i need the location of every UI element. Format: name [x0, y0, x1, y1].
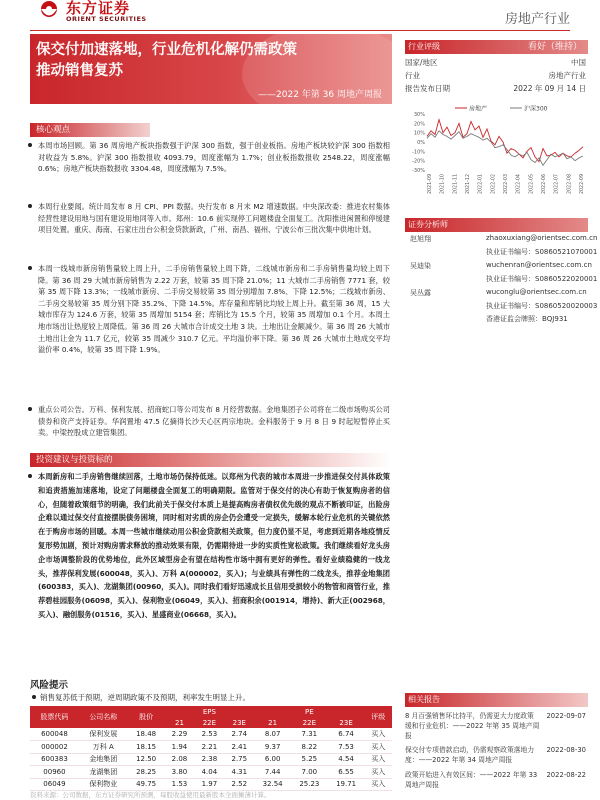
x-tick-label: 2022-02 — [491, 174, 497, 195]
col-eps-22e: 22E — [194, 717, 224, 728]
rating-value: 看好（维持） — [527, 42, 582, 52]
table-cell: 8.22 — [291, 741, 328, 754]
legend-label: 房地产 — [469, 105, 488, 113]
related-report-link[interactable] — [405, 745, 586, 765]
core-point-text: 本周市场回顾。第 36 周房地产板块指数强于沪深 300 指数，强于创业板指。房地产板块较沪深 300 指数相对收益为 5.8%。沪深 300 指数报收 4093.79，周度涨幅为 1.7%；创业板指数报收 2548.22，周度涨幅 0.6%；房地产板块指数报收 3304.48，周度涨幅为 7.5%。 — [38, 141, 390, 174]
analyst-email[interactable]: wuconglu@orientsec.com.cn — [486, 288, 587, 296]
table-cell: 000002 — [30, 741, 79, 754]
investment-advice-text: 本周新房和二手房销售继续回落，土地市场仍保持低迷。以郑州为代表的城市本周进一步推进保交付具体政策和追责措施加速落地，设定了问题楼盘全面复工的明确期限。监管对于保交付的决心有助于恢复购房者的信心，但随着政策细节的明确，我们此前关于保交付本质上是提高购房者债权优先级的观点不断被印证，出险房企难以通过保交付直接摆脱债务困境，同时相对劣质的房企仍会遭受一定损失，缓解本轮行业危机的关键依然在于购房市场的回暖。本周一些城市继续动用公积金贷款相关政策，但力度仍显不足，考虑到近期各地疫情反复形势加剧，预计对购房需求释放的推动效果有限，仍需期待进一步的实质性宽松政策。我们继续看好龙头房企市场调整阶段的优势地位，此外区域型房企有望在结构性市场中拥有更好的弹性。看好业绩稳健的一线龙头，推荐保利发展(600048，买入)、万科 A(000002，买入)；与业绩具有弹性的二线龙头，推荐金地集团(600383，买入)、龙湖集团(00960，买入)。同时我们看好迅速成长且信用受损较小的物管和商管行业，推荐碧桂园服务(06098，买入)、保利物业(06049，买入)、招商积余(001914，增持)、新大正(002968，买入)、融创服务(01516，买入)、星盛商业(06668，买入)。 — [38, 472, 390, 619]
company-logo — [36, 0, 166, 26]
analyst-cert: 执业证书编号：S0860521070001 — [486, 248, 598, 256]
table-cell: 6.55 — [328, 766, 365, 779]
performance-chart — [405, 104, 588, 209]
table-cell: 7.53 — [328, 741, 365, 754]
table-cell: 32.54 — [254, 778, 291, 791]
info-row — [405, 57, 586, 69]
table-cell: 6.00 — [254, 753, 291, 766]
table-cell: 保利物业 — [79, 778, 128, 791]
table-row — [30, 753, 392, 766]
analyst-name: 吴丛露 — [410, 289, 431, 297]
x-tick-label: 2021-11 — [453, 174, 459, 195]
orient-logo-icon — [36, 0, 62, 22]
table-row — [30, 741, 392, 754]
table-source-note: 资料来源：公司数据，东方证券研究所预测，每股收益使用最新股本全面摊薄计算。 — [30, 791, 271, 799]
risk-title: 风险提示 — [30, 680, 69, 691]
table-cell: 3.80 — [164, 766, 194, 779]
analyst-cert: 执业证书编号：S0860522020001 — [486, 275, 598, 283]
info-row — [405, 70, 586, 82]
table-cell: 18.15 — [128, 741, 165, 754]
page-header — [0, 0, 600, 30]
table-cell: 2.53 — [194, 728, 224, 741]
table-cell: 8.07 — [254, 728, 291, 741]
analyst-email[interactable]: zhaoxuxiang@orientsec.com.cn — [486, 234, 598, 242]
risk-item — [40, 692, 250, 703]
table-cell: 600048 — [30, 728, 79, 741]
info-key: 报告发布日期 — [405, 84, 450, 93]
table-cell: 2.52 — [224, 778, 254, 791]
table-cell: 28.25 — [128, 766, 165, 779]
col-code: 股票代码 — [30, 706, 79, 728]
analyst-license: 香港证监会牌照：BQJ931 — [486, 315, 568, 323]
table-cell: 4.04 — [194, 766, 224, 779]
table-cell: 1.94 — [164, 741, 194, 754]
table-cell: 49.75 — [128, 778, 165, 791]
core-point-industry-news — [38, 201, 390, 259]
col-group-eps: EPS — [164, 706, 254, 717]
core-views-title: 核心观点 — [30, 123, 150, 137]
table-cell: 7.44 — [254, 766, 291, 779]
table-cell: 2.21 — [194, 741, 224, 754]
industry-label: 房地产行业 — [504, 12, 570, 27]
analyst-name: 吴迪染 — [410, 262, 431, 270]
related-report-date: 2022-08-22 — [546, 771, 586, 779]
related-report-date: 2022-09-07 — [546, 712, 586, 720]
core-point-market-review — [38, 140, 390, 196]
table-cell: 19.71 — [328, 778, 365, 791]
table-cell: 4.31 — [224, 766, 254, 779]
core-point-sales — [38, 263, 390, 401]
table-cell: 7.31 — [291, 728, 328, 741]
x-tick-label: 2021-10 — [440, 174, 446, 195]
related-reports-title: 相关报告 — [405, 693, 588, 707]
table-cell: 2.41 — [224, 741, 254, 754]
info-value: 2022 年 09 月 14 日 — [513, 84, 586, 93]
info-row — [405, 83, 586, 95]
table-cell: 买入 — [364, 753, 392, 766]
table-cell: 6.74 — [328, 728, 365, 741]
col-pe-22e: 22E — [291, 717, 328, 728]
x-tick-label: 2022-07 — [554, 174, 560, 195]
bullet — [28, 266, 32, 270]
table-cell: 12.50 — [128, 753, 165, 766]
col-eps-21: 21 — [164, 717, 194, 728]
title-banner — [30, 34, 392, 104]
core-point-announcements — [38, 404, 390, 450]
x-tick-label: 2022-01 — [478, 174, 484, 195]
table-cell: 00960 — [30, 766, 79, 779]
col-pe-23e: 23E — [328, 717, 365, 728]
rating-label: 行业评级 — [408, 42, 440, 51]
table-cell: 1.53 — [164, 778, 194, 791]
table-cell: 18.48 — [128, 728, 165, 741]
y-tick-label: 0% — [417, 140, 425, 146]
table-cell: 1.97 — [194, 778, 224, 791]
table-cell: 金地集团 — [79, 753, 128, 766]
table-row — [30, 778, 392, 791]
table-cell: 2.75 — [224, 753, 254, 766]
table-cell: 4.54 — [328, 753, 365, 766]
x-tick-label: 2022-06 — [542, 174, 547, 195]
info-key: 行业 — [405, 71, 420, 80]
related-report-title[interactable]: 政策开始进入有效区间：——2022 年第 33 周地产周报 — [405, 771, 538, 789]
y-tick-label: 10% — [413, 130, 425, 137]
table-cell: 2.08 — [164, 753, 194, 766]
table-cell: 9.37 — [254, 741, 291, 754]
info-value: 房地产行业 — [548, 71, 586, 80]
table-cell: 2.29 — [164, 728, 194, 741]
table-cell: 06049 — [30, 778, 79, 791]
related-report-title[interactable]: 8 月百强销售环比持平，仍需更大力度政策缓和行业危机：——2022 年第 35 周地产周报 — [405, 712, 540, 740]
bullet — [28, 474, 32, 478]
bullet — [28, 407, 32, 411]
col-group-pe: PE — [254, 706, 364, 717]
x-tick-label: 2021-09 — [428, 174, 433, 195]
legend-label: 沪深300 — [524, 105, 548, 113]
stock-table — [30, 706, 392, 791]
core-point-text: 本周一线城市新房销售量较上周上升，二手房销售量较上周下降，二线城市新房和二手房销售量均较上周下降。第 36 周 29 大城市新房销售为 2.22 万套，较第 35 周下降 21.0%；11 大城市二手房销售 7771 套，较第 35 周下降 13.3%；一线城市新房、二手房交易较第 35 周分别增加 7.8%、下降 12.5%；二线城市新房、二手房交易较第 35 周分别下降 35.2%、下降 14.5%。库存量和库销比均较上周上升。截至第 36 周，15 大城市库存为 124.6 万套，较第 35 周增加 5154 套；库销比为 15.5 个月，较第 35 周增加 0.1 个月。本周土地市场出让热度较上周降低。第 36 周 26 大城市合计成交土地 3 块。土地出让金额减少。第 36 周 26 大城市土地出让金为 11.7 亿元，较第 35 周减少 310.7 亿元。平均溢价率下降。第 36 周 26 大城市土地成交平均溢价率 0.4%，较第 35 周下降 1.9%。 — [38, 264, 390, 355]
table-header-row — [30, 706, 392, 717]
x-tick-label: 2022-05 — [529, 174, 535, 195]
analyst-cert: 执业证书编号：S0860520020003 — [486, 302, 598, 310]
y-tick-label: 30% — [413, 112, 425, 118]
col-price: 股价 — [128, 706, 165, 728]
core-point-text: 重点公司公告。万科、保利发展、招商蛇口等公司发布 8 月经营数据。金地集团子公司将在二级市场购买公司债券和资产支持证券。华润置地 47.5 亿摘得长沙天心区两宗地块。金科服务于 9 月 8 日 9 时起短暂停止买卖。中梁控股成立建管集团。 — [38, 405, 390, 438]
report-title-line2: 推动销售复苏 — [36, 63, 123, 79]
report-title-line1: 保交付加速落地，行业危机化解仍需政策 — [36, 42, 297, 58]
table-cell: 买入 — [364, 778, 392, 791]
table-row — [30, 766, 392, 779]
table-cell: 保利发展 — [79, 728, 128, 741]
col-pe-21: 21 — [254, 717, 291, 728]
table-cell: 7.00 — [291, 766, 328, 779]
col-eps-23e: 23E — [224, 717, 254, 728]
table-cell: 600383 — [30, 753, 79, 766]
related-report-link[interactable] — [405, 711, 586, 741]
investment-advice-title: 投资建议与投资标的 — [30, 453, 392, 467]
table-cell: 25.23 — [291, 778, 328, 791]
related-report-link[interactable] — [405, 770, 586, 790]
related-report-title[interactable]: 保交付专项借款启动，仍需观察政策落地力度：——2022 年第 34 周地产周报 — [405, 746, 535, 764]
analyst-name: 赵旭翔 — [410, 235, 431, 243]
x-tick-label: 2022-03 — [504, 174, 509, 195]
x-tick-label: 2021-12 — [466, 174, 471, 195]
analyst-title-bar — [405, 218, 588, 232]
investment-advice-body — [38, 470, 390, 622]
table-cell: 龙湖集团 — [79, 766, 128, 779]
report-subtitle: ——2022 年第 36 周地产周报 — [258, 90, 382, 100]
x-tick-label: 2022-09 — [580, 174, 585, 195]
table-cell: 买入 — [364, 728, 392, 741]
table-cell: 买入 — [364, 766, 392, 779]
x-tick-label: 2022-08 — [567, 174, 573, 195]
bullet — [32, 695, 36, 699]
info-key: 国家/地区 — [405, 58, 438, 67]
col-rating: 评级 — [364, 706, 392, 728]
x-tick-label: 2022-04 — [516, 174, 522, 195]
table-row — [30, 728, 392, 741]
header-divider — [30, 30, 570, 31]
table-cell: 2.74 — [224, 728, 254, 741]
table-cell: 买入 — [364, 741, 392, 754]
table-cell: 5.25 — [291, 753, 328, 766]
related-report-date: 2022-08-30 — [546, 746, 586, 754]
logo-text-en: ORIENT SECURITIES — [66, 15, 147, 23]
y-tick-label: -20% — [412, 158, 425, 165]
y-tick-label: -30% — [412, 168, 425, 174]
analyst-section-title: 证券分析师 — [408, 220, 448, 229]
bullet — [28, 143, 32, 147]
bullet — [28, 204, 32, 208]
col-company: 公司名称 — [79, 706, 128, 728]
risk-text: 销售复苏低于预期，逆周期政策不及预期，利率发生明显上升。 — [40, 693, 250, 702]
y-tick-label: 20% — [413, 121, 425, 128]
table-cell: 2.38 — [194, 753, 224, 766]
rating-bar — [405, 40, 588, 54]
core-point-text: 本周行业要闻。统计局发布 8 月 CPI、PPI 数据。央行发布 8 月末 M2 增速数据。中央深改委：推进农村集体经营性建设用地与国有建设用地同等入市。郑州：10.6 前实现停工问题楼盘全面复工。沈阳推进闲置和停缓建项目处置。重庆、海南、石家庄出台公积金贷款新政，广州、南昌、福州、宁波公布三批次集中供地计划。 — [38, 202, 390, 235]
info-value: 中国 — [571, 58, 586, 67]
logo-text-cn: 东方证券 — [66, 0, 131, 17]
analyst-email[interactable]: wuchenran@orientsec.com.cn — [486, 261, 592, 269]
table-cell: 万科 A — [79, 741, 128, 754]
y-tick-label: -10% — [412, 149, 425, 156]
